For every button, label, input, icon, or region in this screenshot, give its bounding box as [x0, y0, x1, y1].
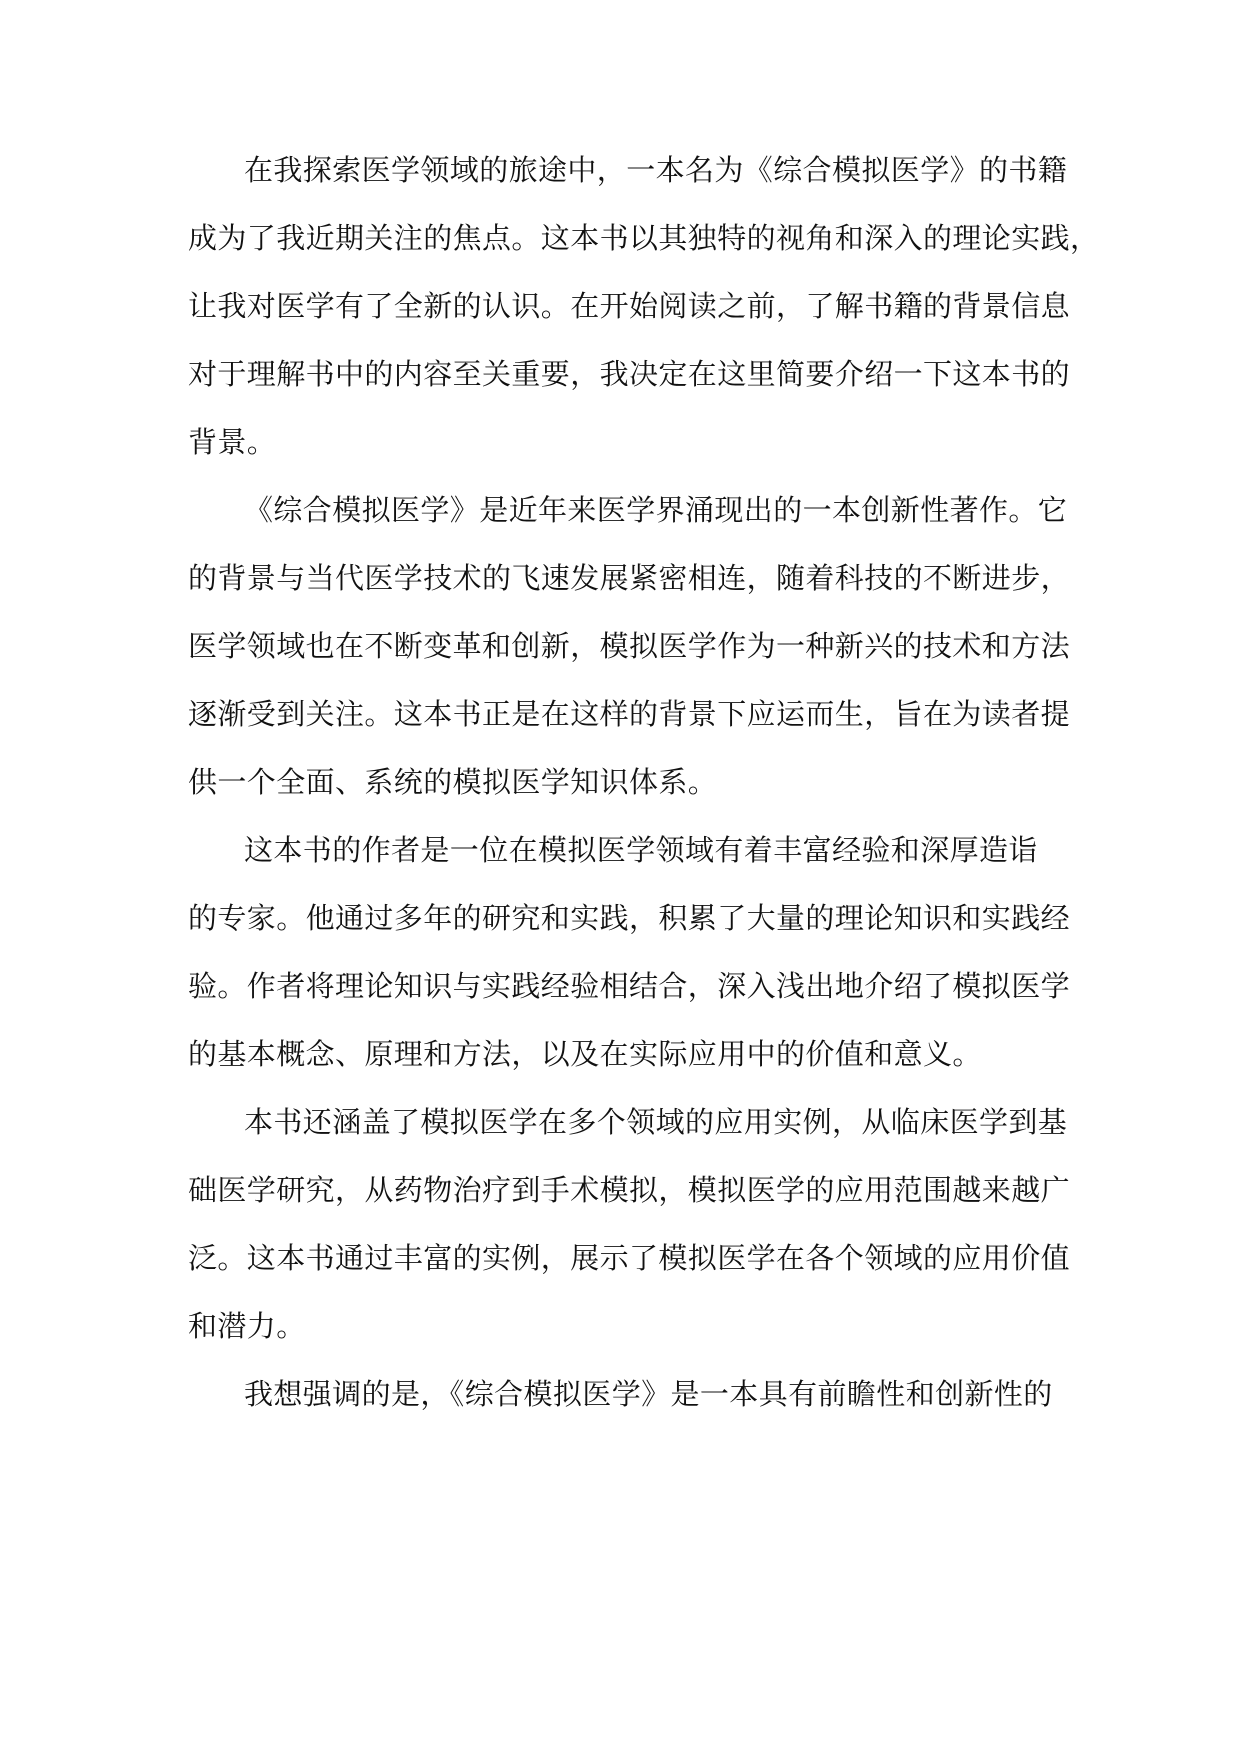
- paragraph-3-line-2: 的专家。他通过多年的研究和实践，积累了大量的理论知识和实践经: [188, 901, 1071, 935]
- paragraph-3-line-1: 这本书的作者是一位在模拟医学领域有着丰富经验和深厚造诣: [244, 833, 1038, 867]
- paragraph-4-line-3: 泛。这本书通过丰富的实例，展示了模拟医学在各个领域的应用价值: [188, 1241, 1071, 1275]
- paragraph-2-line-3: 医学领域也在不断变革和创新，模拟医学作为一种新兴的技术和方法: [188, 629, 1071, 663]
- paragraph-2-line-1: 《综合模拟医学》是近年来医学界涌现出的一本创新性著作。它: [244, 493, 1068, 527]
- paragraph-2-line-5: 供一个全面、系统的模拟医学知识体系。: [188, 765, 718, 799]
- paragraph-1-line-2: 成为了我近期关注的焦点。这本书以其独特的视角和深入的理论实践，: [188, 221, 1100, 255]
- paragraph-1-line-1: 在我探索医学领域的旅途中，一本名为《综合模拟医学》的书籍: [244, 153, 1068, 187]
- paragraph-4-line-1: 本书还涵盖了模拟医学在多个领域的应用实例，从临床医学到基: [244, 1105, 1068, 1139]
- paragraph-3-line-4: 的基本概念、原理和方法，以及在实际应用中的价值和意义。: [188, 1037, 982, 1071]
- paragraph-2-line-2: 的背景与当代医学技术的飞速发展紧密相连，随着科技的不断进步，: [188, 561, 1071, 595]
- paragraph-5-line-1: 我想强调的是，《综合模拟医学》是一本具有前瞻性和创新性的: [244, 1377, 1053, 1411]
- paragraph-1-line-4: 对于理解书中的内容至关重要，我决定在这里简要介绍一下这本书的: [188, 357, 1071, 391]
- paragraph-1-line-3: 让我对医学有了全新的认识。在开始阅读之前，了解书籍的背景信息: [188, 289, 1071, 323]
- paragraph-1-line-5: 背景。: [188, 425, 277, 459]
- paragraph-2-line-4: 逐渐受到关注。这本书正是在这样的背景下应运而生，旨在为读者提: [188, 697, 1071, 731]
- paragraph-4-line-4: 和潜力。: [188, 1309, 306, 1343]
- paragraph-4-line-2: 础医学研究，从药物治疗到手术模拟，模拟医学的应用范围越来越广: [188, 1173, 1071, 1207]
- paragraph-3-line-3: 验。作者将理论知识与实践经验相结合，深入浅出地介绍了模拟医学: [188, 969, 1071, 1003]
